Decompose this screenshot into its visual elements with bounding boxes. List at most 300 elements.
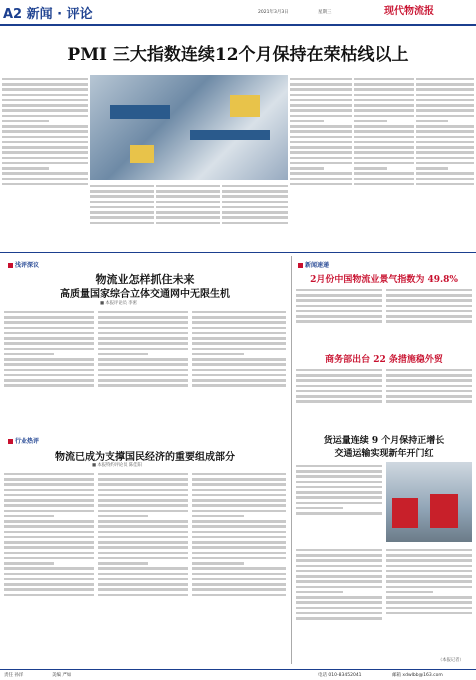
text-line (222, 206, 288, 209)
text-line (4, 327, 94, 330)
text-line (192, 473, 286, 476)
text-line (98, 311, 188, 314)
text-line (290, 78, 352, 81)
text-line (98, 327, 188, 330)
news-3-column-2 (296, 546, 382, 664)
text-line (2, 94, 88, 97)
text-line (296, 612, 382, 615)
text-line (4, 489, 94, 492)
text-line (296, 502, 382, 505)
text-line (290, 99, 352, 102)
text-line (2, 167, 49, 170)
text-line (2, 157, 88, 160)
section-marker-icon (8, 439, 13, 444)
text-line (290, 141, 352, 144)
text-line (192, 311, 286, 314)
text-line (296, 310, 382, 313)
text-line (156, 222, 220, 225)
text-line (4, 332, 94, 335)
text-line (296, 591, 343, 594)
text-line (192, 531, 286, 534)
text-line (192, 369, 286, 372)
text-line (354, 141, 414, 144)
text-line (192, 494, 286, 497)
text-line (296, 549, 382, 552)
text-line (4, 578, 94, 581)
text-line (98, 525, 188, 528)
text-line (192, 588, 286, 591)
text-line (386, 310, 472, 313)
text-line (4, 369, 94, 372)
text-line (416, 78, 474, 81)
text-line (296, 390, 382, 393)
commentary-column-2 (98, 308, 188, 433)
text-line (354, 83, 414, 86)
text-line (296, 554, 382, 557)
text-line (90, 195, 154, 198)
text-line (296, 607, 382, 610)
text-line (386, 299, 472, 302)
industry-column-1 (4, 470, 94, 664)
text-line (354, 151, 414, 154)
article-column-6 (354, 75, 414, 250)
text-line (98, 478, 188, 481)
text-line (386, 369, 472, 372)
commentary-title-line2: 高质量国家综合立体交通网中无限生机 (60, 289, 230, 300)
text-line (386, 570, 472, 573)
text-line (2, 83, 88, 86)
text-line (386, 596, 472, 599)
text-line (98, 567, 188, 570)
text-line (90, 206, 154, 209)
text-line (290, 136, 352, 139)
text-line (192, 567, 286, 570)
text-line (4, 499, 94, 502)
text-line (98, 337, 188, 340)
text-line (354, 109, 414, 112)
text-line (296, 400, 382, 403)
article-column-1 (2, 75, 88, 250)
text-line (354, 78, 414, 81)
text-line (4, 379, 94, 382)
text-line (416, 183, 474, 186)
truck-photo (386, 462, 472, 542)
text-line (386, 565, 472, 568)
text-line (386, 575, 472, 578)
footer-designer: 美编 严如 (52, 673, 72, 678)
text-line (192, 578, 286, 581)
text-line (98, 374, 188, 377)
text-line (386, 591, 433, 594)
text-line (156, 206, 220, 209)
text-line (296, 299, 382, 302)
text-line (192, 525, 286, 528)
text-line (296, 379, 382, 382)
news-author-note: （本报记者） (438, 658, 464, 663)
issue-weekday: 星期三 (318, 10, 332, 15)
text-line (192, 384, 286, 387)
text-line (192, 515, 244, 518)
text-line (416, 162, 474, 165)
news-2-column-2 (386, 366, 472, 424)
text-line (296, 570, 382, 573)
article-column-5 (290, 75, 352, 250)
text-line (296, 395, 382, 398)
text-line (290, 146, 352, 149)
text-line (4, 541, 94, 544)
text-line (222, 201, 288, 204)
text-line (156, 190, 220, 193)
text-line (416, 130, 474, 133)
text-line (296, 289, 382, 292)
text-line (290, 183, 352, 186)
text-line (290, 88, 352, 91)
text-line (2, 183, 88, 186)
text-line (192, 536, 286, 539)
text-line (4, 531, 94, 534)
article-column-2 (90, 182, 154, 250)
text-line (4, 321, 94, 324)
text-line (192, 504, 286, 507)
text-line (416, 178, 474, 181)
text-line (354, 172, 414, 175)
text-line (4, 353, 54, 356)
text-line (354, 99, 414, 102)
text-line (354, 162, 414, 165)
text-line (296, 294, 382, 297)
section-label: A2 新闻 · 评论 (3, 7, 93, 22)
text-line (290, 162, 352, 165)
news-title-1: 2月份中国物流业景气指数为 49.8% (310, 275, 458, 285)
text-line (98, 510, 188, 513)
section-tag-analysis: 浅评深议 (8, 260, 39, 269)
text-line (416, 99, 474, 102)
text-line (4, 594, 94, 597)
text-line (4, 473, 94, 476)
text-line (290, 109, 352, 112)
text-line (2, 109, 88, 112)
page-footer (0, 669, 476, 680)
news-title-3-line1: 货运量连续 9 个月保持正增长 (323, 436, 445, 446)
text-line (290, 120, 324, 123)
text-line (296, 580, 382, 583)
text-line (4, 358, 94, 361)
text-line (416, 136, 474, 139)
text-line (156, 195, 220, 198)
text-line (222, 211, 288, 214)
text-line (4, 546, 94, 549)
column-divider (291, 256, 292, 664)
text-line (416, 172, 474, 175)
text-line (354, 146, 414, 149)
text-line (98, 358, 188, 361)
text-line (4, 316, 94, 319)
text-line (296, 512, 382, 515)
text-line (2, 151, 88, 154)
text-line (192, 379, 286, 382)
section-marker-icon (298, 263, 303, 268)
text-line (386, 320, 472, 323)
text-line (290, 125, 352, 128)
text-line (98, 332, 188, 335)
text-line (416, 104, 474, 107)
text-line (4, 494, 94, 497)
text-line (416, 157, 474, 160)
text-line (192, 321, 286, 324)
text-line (222, 195, 288, 198)
text-line (290, 104, 352, 107)
newspaper-logo: 现代物流报 (384, 6, 434, 17)
text-line (98, 562, 148, 565)
text-line (354, 136, 414, 139)
text-line (416, 125, 474, 128)
text-line (4, 520, 94, 523)
text-line (354, 94, 414, 97)
text-line (2, 136, 88, 139)
text-line (386, 554, 472, 557)
text-line (386, 607, 472, 610)
text-line (222, 216, 288, 219)
text-line (416, 151, 474, 154)
text-line (222, 185, 288, 188)
text-line (192, 478, 286, 481)
text-line (192, 353, 244, 356)
text-line (192, 520, 286, 523)
text-line (296, 486, 382, 489)
text-line (290, 157, 352, 160)
text-line (4, 504, 94, 507)
text-line (296, 575, 382, 578)
text-line (296, 507, 343, 510)
text-line (98, 504, 188, 507)
text-line (192, 489, 286, 492)
text-line (354, 167, 387, 170)
footer-email: 邮箱 xdwlbb@163.com (392, 673, 443, 678)
text-line (2, 88, 88, 91)
text-line (290, 130, 352, 133)
text-line (90, 201, 154, 204)
commentary-byline: ■ 本报评论员 李密 (100, 301, 137, 306)
text-line (98, 541, 188, 544)
text-line (4, 573, 94, 576)
text-line (2, 172, 88, 175)
news-3-column-3 (386, 546, 472, 656)
news-1-column-1 (296, 286, 382, 346)
text-line (4, 583, 94, 586)
text-line (192, 541, 286, 544)
text-line (416, 88, 474, 91)
news-title-2: 商务部出台 22 条措施稳外贸 (325, 355, 443, 365)
text-line (290, 167, 324, 170)
text-line (2, 104, 88, 107)
text-line (290, 115, 352, 118)
text-line (296, 596, 382, 599)
text-line (98, 536, 188, 539)
footer-phone: 电话 010-83452041 (318, 673, 362, 678)
text-line (98, 483, 188, 486)
text-line (2, 125, 88, 128)
text-line (354, 157, 414, 160)
text-line (90, 216, 154, 219)
industry-byline: ■ 本报特约评论员 陈佳阳 (92, 463, 142, 468)
text-line (296, 481, 382, 484)
text-line (296, 369, 382, 372)
text-line (416, 115, 474, 118)
text-line (4, 311, 94, 314)
text-line (4, 374, 94, 377)
text-line (98, 353, 148, 356)
text-line (2, 99, 88, 102)
text-line (98, 489, 188, 492)
text-line (386, 586, 472, 589)
text-line (290, 151, 352, 154)
text-line (2, 78, 88, 81)
text-line (2, 178, 88, 181)
text-line (386, 400, 472, 403)
text-line (296, 617, 382, 620)
text-line (98, 583, 188, 586)
text-line (296, 496, 382, 499)
news-1-column-2 (386, 286, 472, 346)
text-line (386, 559, 472, 562)
text-line (192, 594, 286, 597)
text-line (98, 515, 148, 518)
commentary-column-1 (4, 308, 94, 433)
text-line (296, 315, 382, 318)
text-line (156, 201, 220, 204)
text-line (296, 470, 382, 473)
text-line (192, 557, 286, 560)
news-3-column-1 (296, 462, 382, 542)
text-line (4, 557, 94, 560)
text-line (296, 305, 382, 308)
text-line (416, 167, 448, 170)
text-line (98, 594, 188, 597)
text-line (4, 337, 94, 340)
text-line (222, 190, 288, 193)
text-line (290, 178, 352, 181)
text-line (98, 369, 188, 372)
text-line (386, 374, 472, 377)
text-line (156, 216, 220, 219)
text-line (416, 83, 474, 86)
text-line (296, 601, 382, 604)
news-2-column-1 (296, 366, 382, 424)
text-line (416, 109, 474, 112)
text-line (386, 315, 472, 318)
industry-column-2 (98, 470, 188, 664)
text-line (192, 332, 286, 335)
text-line (156, 211, 220, 214)
commentary-title-line1: 物流业怎样抓住未来 (95, 273, 195, 286)
text-line (98, 379, 188, 382)
text-line (354, 183, 414, 186)
text-line (386, 305, 472, 308)
text-line (416, 146, 474, 149)
text-line (98, 557, 188, 560)
text-line (98, 578, 188, 581)
text-line (4, 483, 94, 486)
article-column-7 (416, 75, 474, 250)
text-line (386, 385, 472, 388)
text-line (354, 125, 414, 128)
text-line (386, 395, 472, 398)
text-line (354, 130, 414, 133)
text-line (98, 494, 188, 497)
text-line (354, 115, 414, 118)
text-line (192, 316, 286, 319)
text-line (354, 178, 414, 181)
text-line (4, 510, 94, 513)
text-line (2, 141, 88, 144)
text-line (4, 348, 94, 351)
top-divider (0, 252, 476, 253)
news-title-3-line2: 交通运输实现新年开门红 (334, 449, 434, 459)
text-line (90, 211, 154, 214)
factory-photo (90, 75, 288, 180)
text-line (98, 473, 188, 476)
text-line (296, 565, 382, 568)
text-line (192, 583, 286, 586)
text-line (192, 562, 244, 565)
text-line (290, 83, 352, 86)
section-marker-icon (8, 263, 13, 268)
text-line (386, 580, 472, 583)
text-line (192, 546, 286, 549)
text-line (4, 363, 94, 366)
text-line (2, 146, 88, 149)
page-header (0, 0, 476, 26)
text-line (156, 185, 220, 188)
text-line (98, 520, 188, 523)
footer-editor: 责任 孙洋 (4, 673, 24, 678)
text-line (98, 552, 188, 555)
text-line (98, 573, 188, 576)
text-line (296, 586, 382, 589)
text-line (98, 321, 188, 324)
text-line (192, 348, 286, 351)
text-line (90, 185, 154, 188)
text-line (296, 320, 382, 323)
text-line (192, 483, 286, 486)
text-line (2, 162, 88, 165)
text-line (2, 120, 49, 123)
text-line (386, 379, 472, 382)
text-line (4, 552, 94, 555)
text-line (296, 374, 382, 377)
text-line (222, 222, 288, 225)
text-line (4, 342, 94, 345)
text-line (192, 552, 286, 555)
text-line (4, 567, 94, 570)
text-line (98, 384, 188, 387)
text-line (2, 115, 88, 118)
text-line (90, 222, 154, 225)
article-column-4 (222, 182, 288, 250)
text-line (416, 141, 474, 144)
text-line (2, 130, 88, 133)
text-line (192, 573, 286, 576)
text-line (290, 172, 352, 175)
text-line (296, 559, 382, 562)
text-line (416, 94, 474, 97)
text-line (296, 491, 382, 494)
text-line (192, 363, 286, 366)
text-line (4, 562, 54, 565)
text-line (98, 588, 188, 591)
text-line (4, 515, 54, 518)
commentary-column-3 (192, 308, 286, 433)
